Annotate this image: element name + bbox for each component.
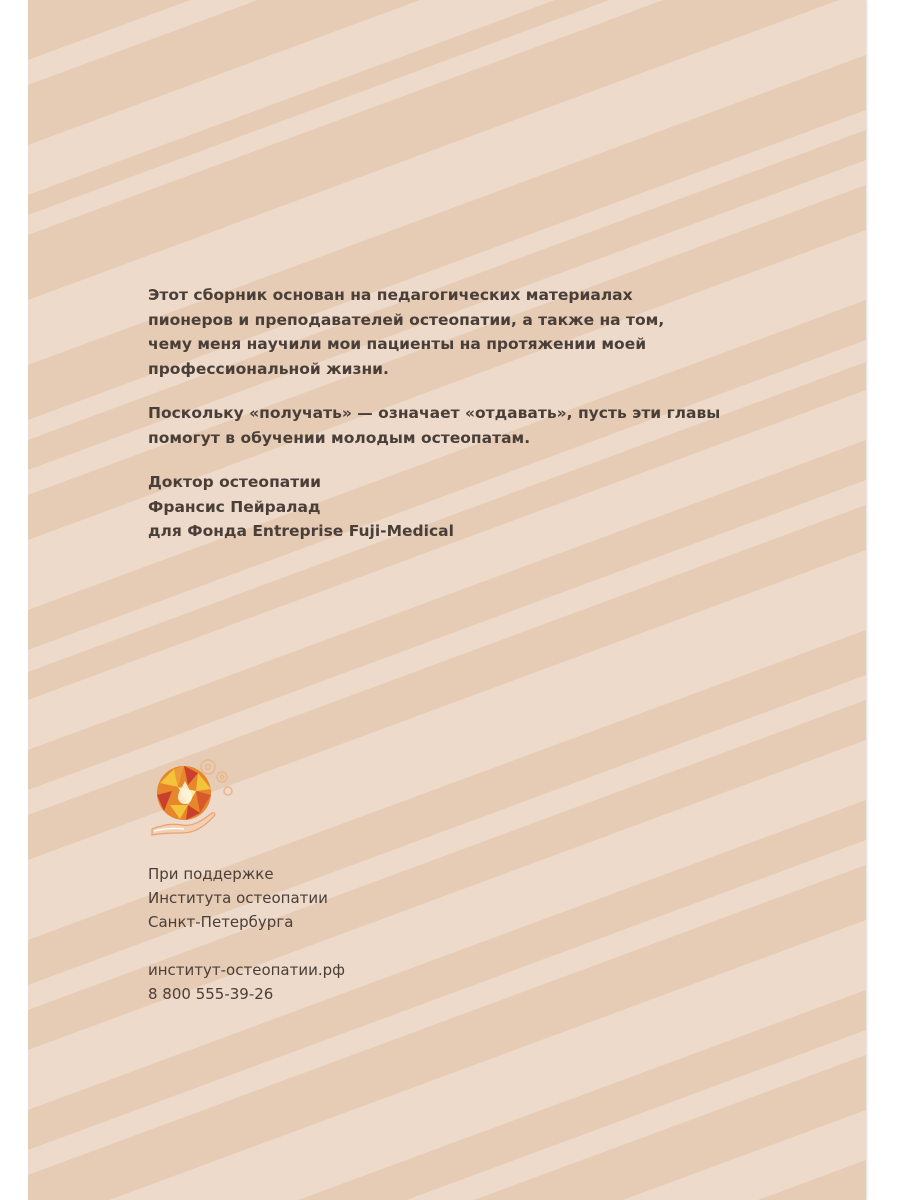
- phone-number: 8 800 555-39-26: [148, 985, 274, 1003]
- signature-paragraph: [148, 470, 798, 544]
- support-city: Санкт-Петербурга: [148, 913, 294, 931]
- support-info: [148, 862, 548, 1006]
- signature-author: Франсис Пейралад: [148, 497, 321, 516]
- spacer: [148, 934, 548, 958]
- globe-hand-logo-icon: [148, 755, 238, 840]
- support-label: При поддержке: [148, 865, 274, 883]
- intro-line: чему меня научили мои пациенты на протяжении моей: [148, 335, 647, 353]
- book-back-cover: [28, 0, 866, 1200]
- annotation-text: [148, 283, 798, 564]
- intro-line: Этот сборник основан на педагогических материалах: [148, 286, 633, 304]
- signature-title: Доктор остеопатии: [148, 473, 321, 491]
- diagonal-stripes-background: [28, 0, 866, 1200]
- dedication-line: Поскольку «получать» — означает «отдавать», пусть эти главы: [148, 404, 721, 422]
- dedication-paragraph: [148, 401, 798, 450]
- dedication-line: помогут в обучении молодым остеопатам.: [148, 428, 531, 447]
- website-link[interactable]: институт-остеопатии.рф: [148, 961, 345, 979]
- signature-foundation: для Фонда Entreprise Fuji-Medical: [148, 522, 454, 540]
- intro-paragraph: [148, 283, 798, 381]
- support-institute: Института остеопатии: [148, 889, 328, 907]
- intro-line: пионеров и преподавателей остеопатии, а также на том,: [148, 310, 665, 329]
- intro-line: профессиональной жизни.: [148, 359, 389, 378]
